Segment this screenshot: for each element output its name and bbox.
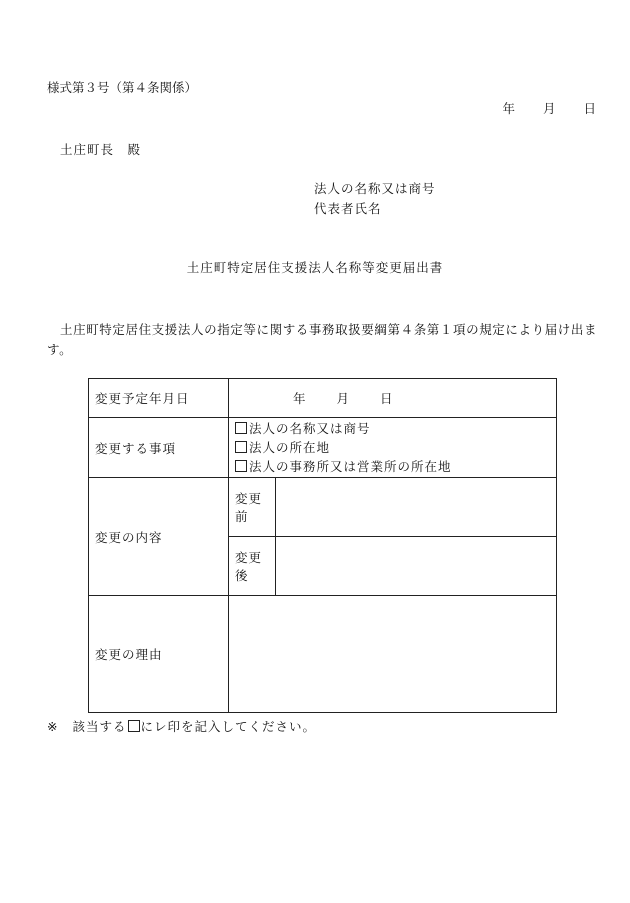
document-title: 土庄町特定居住支援法人名称等変更届出書 xyxy=(186,260,444,275)
scheduled-date-day: 日 xyxy=(380,391,394,406)
table-row xyxy=(89,379,557,418)
matter-option-label: 法人の事務所又は営業所の所在地 xyxy=(249,459,452,474)
reason-label: 変更の理由 xyxy=(89,596,229,713)
scheduled-date-year: 年 xyxy=(293,391,307,406)
content-label: 変更の内容 xyxy=(89,478,229,596)
after-field[interactable] xyxy=(276,537,557,596)
note-text-before: 該当する xyxy=(72,719,127,734)
submission-date xyxy=(502,101,596,117)
matter-option-name[interactable] xyxy=(235,419,550,438)
matter-option-label: 法人の所在地 xyxy=(249,440,331,455)
date-day-label: 日 xyxy=(583,101,596,116)
checkbox-icon xyxy=(128,720,140,732)
date-month-label: 月 xyxy=(542,101,556,116)
applicant-representative-label: 代表者氏名 xyxy=(314,201,382,216)
matter-option-label: 法人の名称又は商号 xyxy=(249,421,371,436)
date-year-label: 年 xyxy=(502,101,515,116)
matter-options xyxy=(229,418,557,478)
addressee: 土庄町長 殿 xyxy=(60,142,142,157)
reason-field[interactable] xyxy=(229,596,557,713)
before-field[interactable] xyxy=(276,478,557,537)
footnote xyxy=(47,719,316,735)
note-text-after: にレ印を記入してください。 xyxy=(140,719,317,734)
table-row xyxy=(89,478,557,537)
table-row xyxy=(89,418,557,478)
matter-option-location[interactable] xyxy=(235,438,550,457)
matter-label: 変更する事項 xyxy=(89,418,229,478)
scheduled-date-field[interactable] xyxy=(229,379,557,418)
table-row xyxy=(89,596,557,713)
scheduled-date-label: 変更予定年月日 xyxy=(89,379,229,418)
checkbox-icon[interactable] xyxy=(235,460,247,472)
form-number: 様式第３号（第４条関係） xyxy=(47,80,198,95)
matter-option-office-location[interactable] xyxy=(235,457,550,476)
checkbox-icon[interactable] xyxy=(235,422,247,434)
body-text: 土庄町特定居住支援法人の指定等に関する事務取扱要綱第４条第１項の規定により届け出ます。 xyxy=(47,322,598,357)
after-label: 変更後 xyxy=(229,537,276,596)
change-form-table xyxy=(88,378,557,713)
before-label: 変更前 xyxy=(229,478,276,537)
note-mark: ※ xyxy=(47,719,59,734)
applicant-name-label: 法人の名称又は商号 xyxy=(314,181,436,196)
scheduled-date-month: 月 xyxy=(336,391,351,406)
checkbox-icon[interactable] xyxy=(235,441,247,453)
